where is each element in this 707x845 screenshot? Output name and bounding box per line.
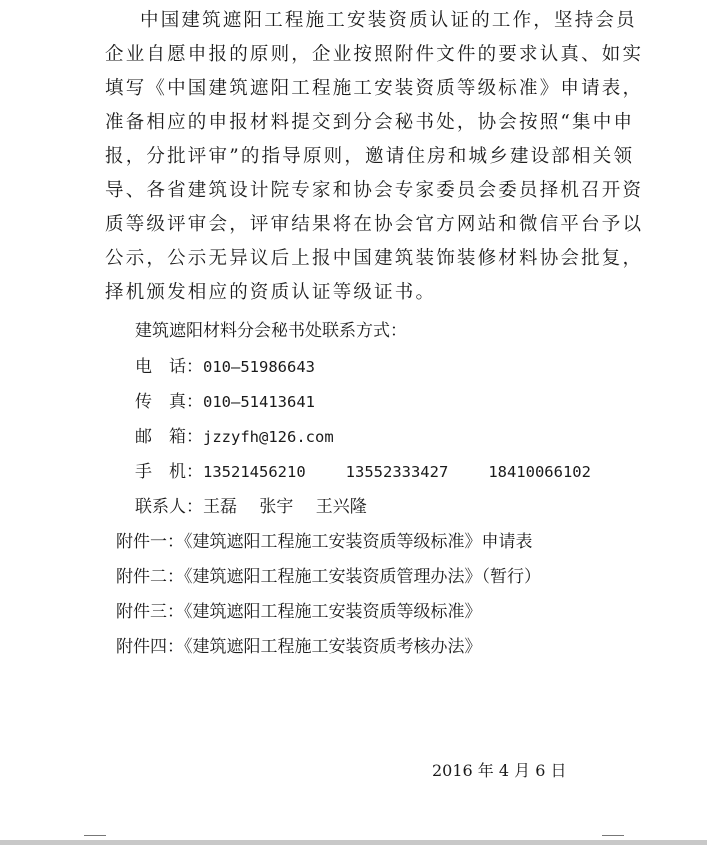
- body-paragraph-line: 报，分批评审”的指导原则，邀请住房和城乡建设部相关领: [105, 146, 635, 167]
- body-paragraph-line: 企业自愿申报的原则，企业按照附件文件的要求认真、如实: [105, 44, 644, 65]
- body-paragraph-line: 公示，公示无异议后上报中国建筑装饰装修材料协会批复，: [105, 248, 644, 269]
- attachment-item: 附件三：《建筑遮阳工程施工安装资质等级标准》: [116, 602, 482, 622]
- attachment-item: 附件四：《建筑遮阳工程施工安装资质考核办法》: [116, 637, 482, 657]
- body-paragraph-line: 质等级评审会，评审结果将在协会官方网站和微信平台予以: [105, 214, 644, 235]
- attachment-item: 附件一：《建筑遮阳工程施工安装资质等级标准》申请表: [116, 532, 533, 552]
- page-bottom-border: [0, 840, 707, 845]
- phone-label: 电 话：: [135, 357, 203, 377]
- body-paragraph-line: 中国建筑遮阳工程施工安装资质认证的工作，坚持会员: [140, 10, 637, 31]
- contact-heading: 建筑遮阳材料分会秘书处联系方式：: [135, 321, 407, 341]
- email-value: jzzyfh@126.com: [203, 428, 334, 446]
- page-corner-mark-left: [84, 835, 106, 836]
- contact-fax-row: [135, 391, 315, 413]
- document-date: 2016 年 4 月 6 日: [432, 761, 567, 780]
- contact-mobile-row: [135, 461, 591, 483]
- person-names: 王磊 张宇 王兴隆: [203, 497, 367, 517]
- contact-person-row: [135, 496, 367, 518]
- person-label: 联系人：: [135, 497, 203, 517]
- body-paragraph-line: 准备相应的申报材料提交到分会秘书处，协会按照“集中申: [105, 112, 635, 133]
- phone-value: 010—51986643: [203, 358, 315, 376]
- body-paragraph-line: 导、各省建筑设计院专家和协会专家委员会委员择机召开资: [105, 180, 644, 201]
- fax-value: 010—51413641: [203, 393, 315, 411]
- mobile-value: 18410066102: [488, 463, 591, 481]
- body-paragraph-line: 填写《中国建筑遮阳工程施工安装资质等级标准》申请表，: [105, 78, 644, 99]
- contact-email-row: [135, 426, 334, 448]
- mobile-value: 13521456210: [203, 463, 306, 481]
- fax-label: 传 真：: [135, 392, 203, 412]
- mobile-label: 手 机：: [135, 462, 203, 482]
- mobile-value: 13552333427: [345, 463, 449, 481]
- contact-phone-row: [135, 356, 315, 378]
- attachment-item: 附件二：《建筑遮阳工程施工安装资质管理办法》（暂行）: [116, 567, 541, 587]
- email-label: 邮 箱：: [135, 427, 203, 447]
- page-corner-mark-right: [602, 835, 624, 836]
- body-paragraph-line: 择机颁发相应的资质认证等级证书。: [105, 282, 437, 303]
